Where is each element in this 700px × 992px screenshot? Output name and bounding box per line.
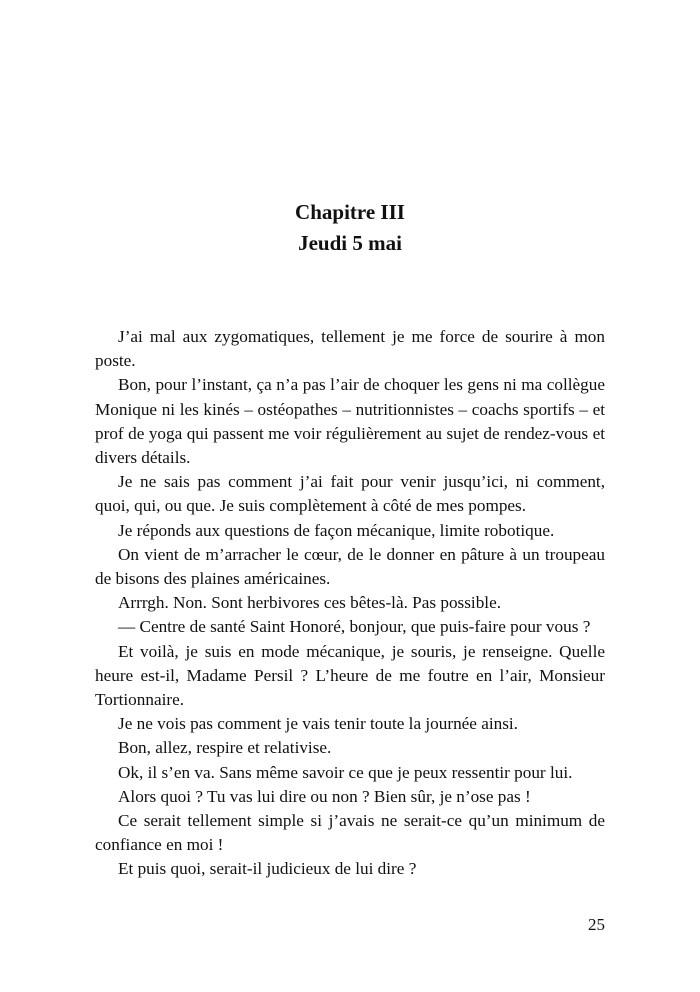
chapter-heading: [95, 197, 605, 259]
paragraph: On vient de m’arracher le cœur, de le donner en pâture à un troupeau de bisons des plaines américaines.: [95, 544, 605, 589]
chapter-date: Jeudi 5 mai: [298, 231, 402, 255]
paragraph: Je ne vois pas comment je vais tenir toute la journée ainsi.: [118, 714, 518, 734]
page-number: 25: [588, 915, 605, 934]
body-text: [95, 325, 605, 882]
paragraph: Bon, pour l’instant, ça n’a pas l’air de choquer les gens ni ma collègue Monique ni les kinés – ostéopathes – nutritionnistes – coachs sportifs – et prof de yoga qui passent me voir régulièrement au sujet de rendez-vous et divers détails.: [95, 375, 605, 468]
paragraph: Et voilà, je suis en mode mécanique, je souris, je renseigne. Quelle heure est-il, Madame Persil ? L’heure de me foutre en l’air, Monsieur Tortionnaire.: [95, 641, 605, 710]
paragraph: Je ne sais pas comment j’ai fait pour venir jusqu’ici, ni comment, quoi, qui, ou que. Je suis complètement à côté de mes pompes.: [95, 472, 605, 516]
paragraph: Alors quoi ? Tu vas lui dire ou non ? Bien sûr, je n’ose pas !: [118, 786, 531, 806]
paragraph: Ce serait tellement simple si j’avais ne serait-ce qu’un minimum de confiance en moi !: [95, 811, 605, 855]
paragraph: Et puis quoi, serait-il judicieux de lui dire ?: [118, 859, 417, 879]
paragraph: — Centre de santé Saint Honoré, bonjour, que puis-faire pour vous ?: [118, 617, 591, 637]
paragraph: Bon, allez, respire et relativise.: [118, 738, 332, 758]
paragraph: Je réponds aux questions de façon mécanique, limite robotique.: [118, 520, 555, 540]
paragraph: Ok, il s’en va. Sans même savoir ce que je peux ressentir pour lui.: [118, 762, 573, 782]
paragraph: J’ai mal aux zygomatiques, tellement je me force de sourire à mon poste.: [95, 327, 605, 371]
chapter-title: Chapitre III: [295, 200, 405, 224]
paragraph: Arrrgh. Non. Sont herbivores ces bêtes-là. Pas possible.: [118, 593, 501, 613]
